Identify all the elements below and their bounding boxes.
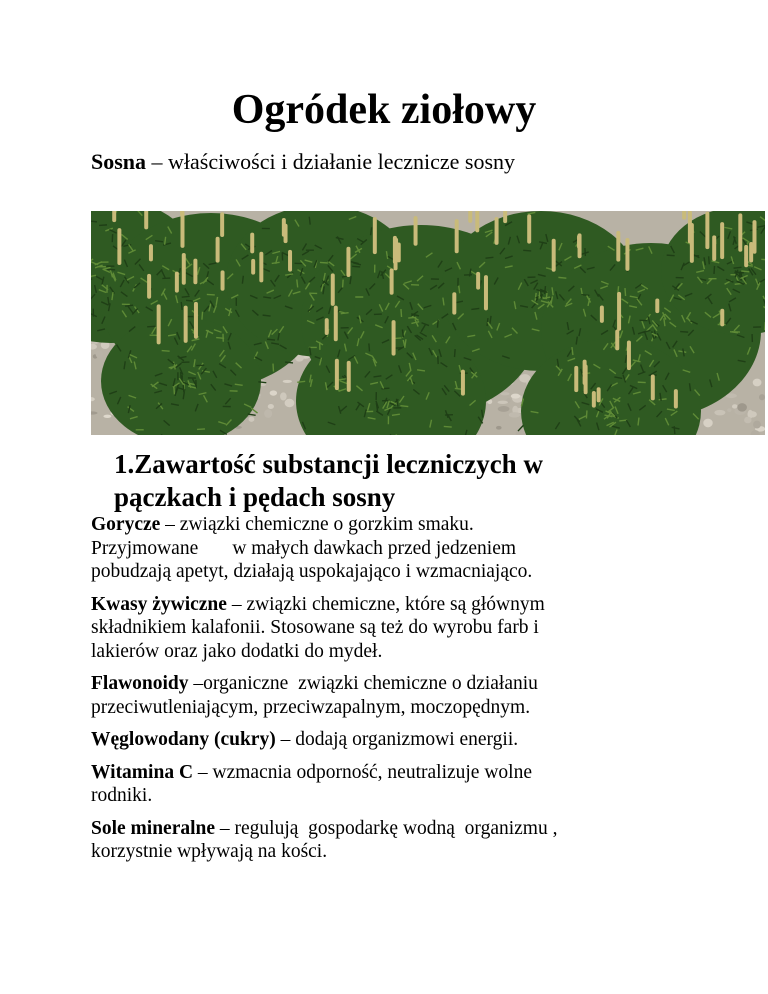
text-line: przeciwutleniającym, przeciwzapalnym, moczopędnym.: [91, 696, 531, 718]
term: Flawonoidy: [91, 673, 189, 694]
paragraph-flawonoidy: [91, 672, 691, 719]
text-line: pobudzają apetyt, działają uspokajająco i wzmacniająco.: [91, 561, 533, 582]
subtitle-term: Sosna: [91, 149, 147, 174]
paragraph-sole-mineralne: [91, 817, 691, 864]
pine-photo: [91, 211, 765, 435]
text-line: – wzmacnia odporność, neutralizuje wolne: [193, 761, 532, 783]
text-line: korzystnie wpływają na kości.: [91, 841, 328, 862]
section-heading-line-2: pączkach i pędach sosny: [114, 482, 396, 512]
paragraph-weglowodany: [91, 728, 691, 752]
term: Witamina C: [91, 761, 194, 783]
paragraph-gorycze: [91, 513, 691, 584]
term: Kwasy żywiczne: [91, 593, 227, 615]
text-line: – związki chemiczne, które są głównym: [226, 593, 545, 615]
text-line: składnikiem kalafonii. Stosowane są też do wyrobu farb i: [91, 617, 539, 638]
subtitle-text: – właściwości i działanie lecznicze sosny: [146, 149, 516, 174]
pine-shrubs-image: [91, 211, 765, 435]
text-line: rodniki.: [91, 785, 153, 806]
text-line: – regulują gospodarkę wodną organizmu ,: [215, 817, 558, 839]
term: Gorycze: [91, 514, 161, 535]
term: Węglowodany (cukry): [91, 729, 276, 750]
page-subtitle: [91, 148, 515, 176]
paragraph-witamina-c: [91, 761, 691, 808]
text-line: – związki chemiczne o gorzkim smaku.: [160, 514, 474, 535]
substances-list: [91, 513, 691, 873]
section-heading-line-1: 1.Zawartość substancji leczniczych w: [114, 449, 543, 479]
page-title: Ogródek ziołowy: [231, 87, 537, 133]
text-line: – dodają organizmowi energii.: [275, 729, 519, 750]
text-line: Przyjmowane w małych dawkach przed jedzeniem: [91, 537, 517, 559]
term: Sole mineralne: [91, 817, 216, 839]
section-heading: [114, 448, 674, 514]
text-line: lakierów oraz jako dodatki do mydeł.: [91, 640, 383, 662]
text-line: –organiczne związki chemiczne o działaniu: [188, 673, 538, 694]
paragraph-kwasy-zywiczne: [91, 593, 691, 664]
